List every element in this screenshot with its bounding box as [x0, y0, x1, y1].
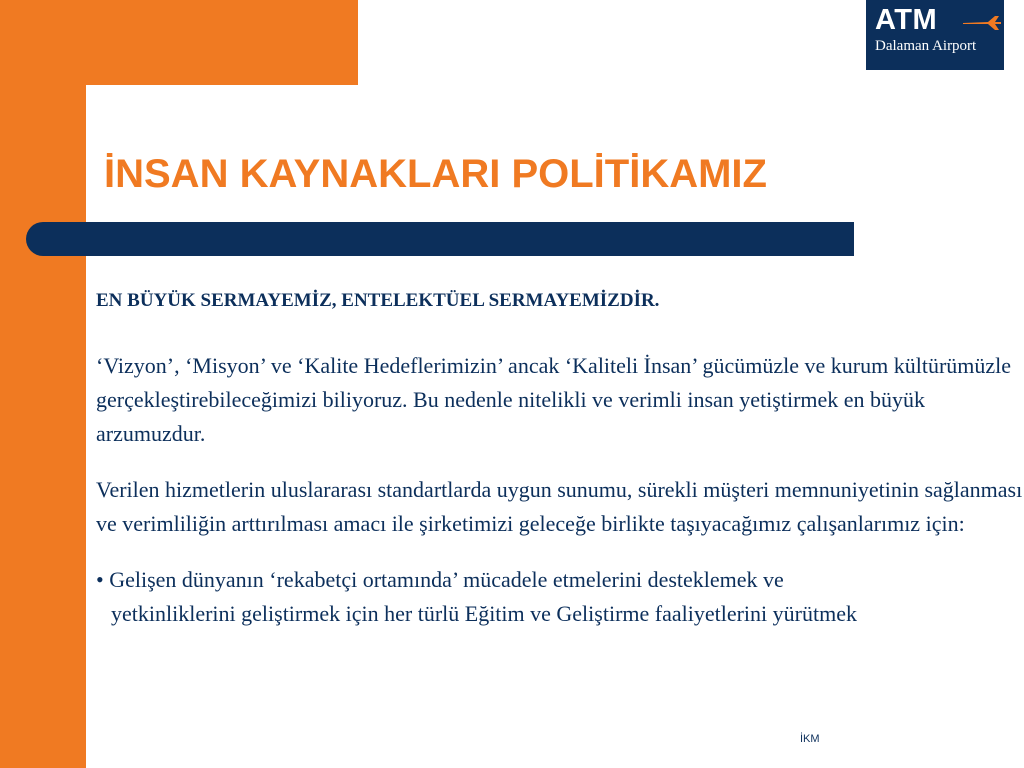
- bullet-line-2: yetkinliklerini geliştirmek için her türlü Eğitim ve Geliştirme faaliyetlerini yürütmek: [111, 601, 857, 626]
- airplane-icon: [962, 14, 1002, 32]
- atm-logo: [866, 0, 1004, 70]
- bullet-item: [96, 563, 1024, 631]
- page-title: İNSAN KAYNAKLARI POLİTİKAMIZ: [104, 152, 767, 196]
- bullet-line-1: • Gelişen dünyanın ‘rekabetçi ortamında’ mücadele etmelerini desteklemek ve: [96, 567, 784, 592]
- logo-subtitle: Dalaman Airport: [875, 38, 977, 54]
- slide-content: [96, 289, 1024, 631]
- slide-subtitle: EN BÜYÜK SERMAYEMİZ, ENTELEKTÜEL SERMAYEMİZDİR.: [96, 290, 660, 311]
- orange-top-band: [0, 0, 358, 85]
- title-underline-bar: [26, 222, 854, 256]
- footer-label: İKM: [800, 733, 820, 745]
- logo-brand: ATM: [875, 4, 938, 36]
- paragraph-vision: ‘Vizyon’, ‘Misyon’ ve ‘Kalite Hedeflerimizin’ ancak ‘Kaliteli İnsan’ gücümüzle ve kurum kültürümüzle gerçekleştirebileceğimizi biliyoruz. Bu nedenle nitelikli ve verimli insan yetiştirmek en büyük arzumuzdur.: [96, 353, 1012, 446]
- paragraph-services: Verilen hizmetlerin uluslararası standartlarda uygun sunumu, sürekli müşteri memnuniyetinin sağlanması ve verimliliğin arttırılması amacı ile şirketimizi geleceğe birlikte taşıyacağımız çalışanlarımız için:: [96, 477, 1023, 536]
- orange-side-band: [0, 0, 86, 768]
